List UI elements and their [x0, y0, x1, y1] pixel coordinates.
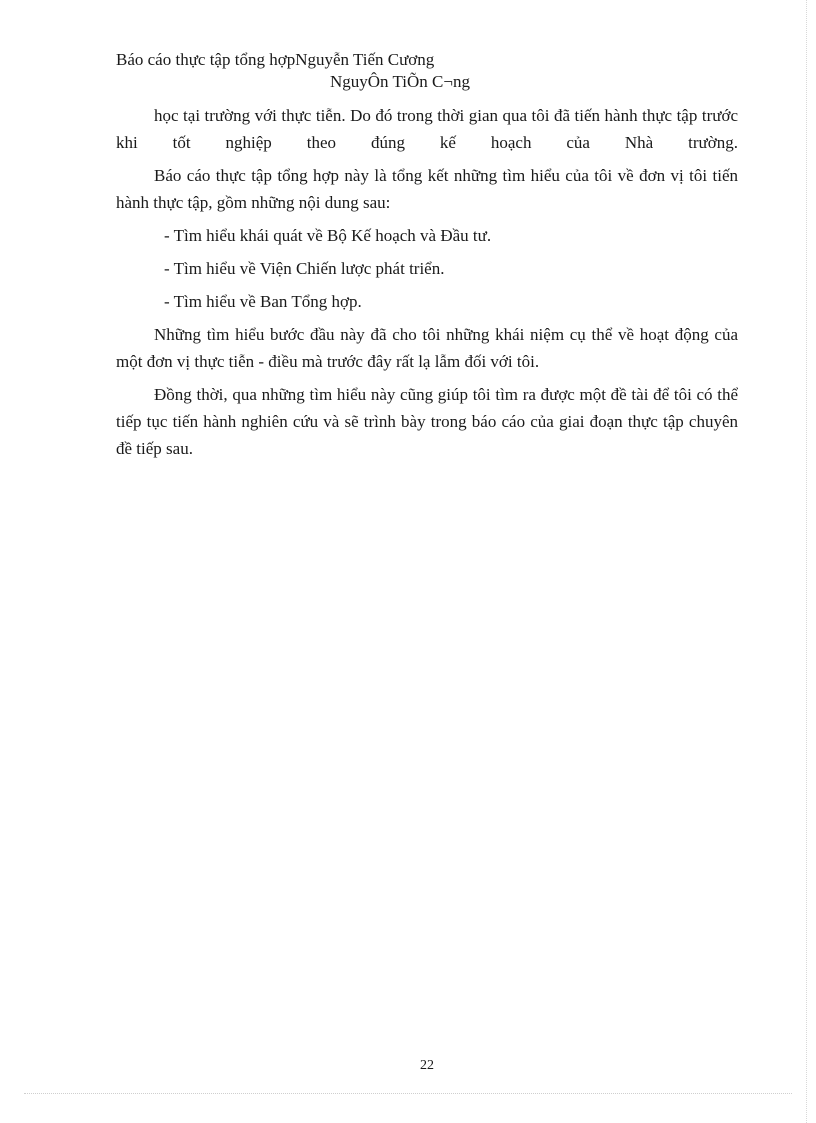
- list-item: - Tìm hiểu về Viện Chiến lược phát triển.: [164, 259, 445, 278]
- list-item: - Tìm hiểu về Ban Tổng hợp.: [164, 292, 362, 311]
- paragraph: Những tìm hiểu bước đầu này đã cho tôi những khái niệm cụ thể về hoạt động của một đơn vị thực tiễn - điều mà trước đây rất lạ lẫm đối với tôi.: [116, 325, 738, 371]
- paragraph: Đồng thời, qua những tìm hiểu này cũng giúp tôi tìm ra được một đề tài để tôi có thể tiếp tục tiến hành nghiên cứu và sẽ trình bày trong báo cáo của giai đoạn thực tập chuyên đề tiếp sau.: [116, 385, 738, 458]
- document-body: [116, 102, 738, 468]
- list-item: - Tìm hiểu khái quát về Bộ Kế hoạch và Đầu tư.: [164, 226, 492, 245]
- page-bottom-divider: [24, 1093, 792, 1094]
- page-number: 22: [420, 1058, 434, 1073]
- header-title: Báo cáo thực tập tổng hợpNguyễn Tiến Cương: [116, 50, 435, 69]
- header-author-garbled: NguyÔn TiÕn C¬ng: [330, 72, 470, 91]
- page-right-divider: [806, 0, 807, 1123]
- paragraph: học tại trường với thực tiễn. Do đó trong thời gian qua tôi đã tiến hành thực tập trước khi tốt nghiệp theo đúng kế hoạch của Nhà trường.: [116, 106, 738, 152]
- paragraph: Báo cáo thực tập tổng hợp này là tổng kết những tìm hiểu của tôi về đơn vị tôi tiến hành thực tập, gồm những nội dung sau:: [116, 166, 738, 212]
